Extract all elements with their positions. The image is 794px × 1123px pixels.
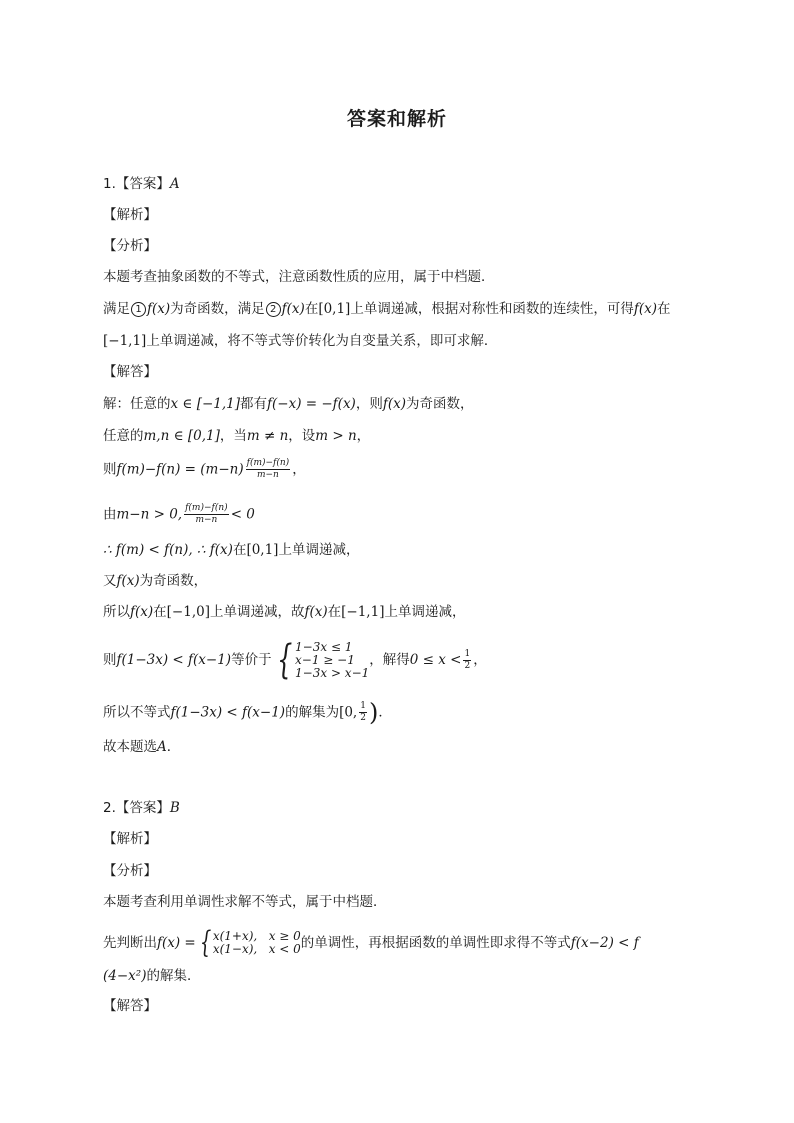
text: 上单调递减，将不等式等价转化为自变量关系，即可求解． bbox=[146, 333, 498, 349]
math: [−1,1] bbox=[103, 333, 147, 349]
math: [0,1] bbox=[246, 542, 279, 558]
q1-solution-step-4 bbox=[103, 503, 255, 526]
q1-answer: A bbox=[169, 176, 180, 192]
math: f(x) bbox=[147, 301, 171, 317]
q2-fenxi-heading: 【分析】 bbox=[103, 863, 157, 879]
piecewise-function bbox=[196, 925, 301, 960]
q1-solution-step-2 bbox=[103, 426, 370, 446]
q1-analysis-line-2 bbox=[103, 331, 497, 351]
q1-conclusion bbox=[103, 737, 180, 757]
q1-solution-step-3 bbox=[103, 458, 306, 481]
text: 在 bbox=[656, 301, 671, 317]
text: 则 bbox=[103, 652, 117, 668]
circled-number-1: 1 bbox=[131, 302, 146, 317]
q2-analysis-line-1 bbox=[103, 925, 639, 960]
fraction bbox=[184, 503, 229, 526]
math: 0 ≤ x < bbox=[409, 652, 462, 668]
math: f(x) bbox=[633, 301, 657, 317]
text: 在 bbox=[304, 301, 319, 317]
q1-analysis-line-1 bbox=[103, 299, 670, 319]
text: 为奇函数， bbox=[405, 396, 474, 412]
piecewise-expression: x(1+x), bbox=[212, 929, 258, 943]
q1-solution-step-5 bbox=[103, 540, 359, 560]
q1-solution-step-7 bbox=[103, 602, 465, 622]
math: m > n bbox=[315, 428, 357, 444]
math: m ≠ n bbox=[246, 428, 289, 444]
q1-solution-step-6 bbox=[103, 571, 207, 591]
math: f(x) bbox=[382, 396, 406, 412]
text: 的解集． bbox=[146, 968, 201, 984]
piecewise-row bbox=[213, 943, 301, 956]
q2-jieda-heading: 【解答】 bbox=[103, 998, 157, 1014]
fraction-denominator: m−n bbox=[256, 470, 279, 480]
piecewise-condition: x ≥ 0 bbox=[268, 929, 301, 943]
q2-number: 2. bbox=[103, 800, 116, 816]
text: 上单调递减，故 bbox=[209, 604, 305, 620]
text: 由 bbox=[103, 506, 117, 523]
piecewise-expression: x(1−x), bbox=[212, 942, 258, 956]
text: 则 bbox=[103, 461, 117, 478]
math: f(−x) = −f(x) bbox=[267, 396, 356, 412]
q2-answer: B bbox=[169, 800, 180, 816]
math: [−1,0] bbox=[166, 604, 210, 620]
q1-intro: 本题考查抽象函数的不等式，注意函数性质的应用，属于中档题． bbox=[103, 269, 495, 285]
text: ，解得 bbox=[369, 652, 410, 668]
fraction-denominator: 2 bbox=[464, 660, 471, 671]
text: 在 bbox=[153, 604, 167, 620]
q2-jiexi-heading: 【解析】 bbox=[103, 831, 157, 847]
text: 又 bbox=[103, 573, 117, 589]
q1-solution-step-8 bbox=[103, 637, 487, 683]
text: 解：任意的 bbox=[103, 396, 171, 412]
page-title: 答案和解析 bbox=[346, 108, 447, 130]
text: ，则 bbox=[355, 396, 383, 412]
math: f(x) = bbox=[157, 935, 196, 951]
math: [−1,1] bbox=[341, 604, 385, 620]
math: f(x) bbox=[130, 604, 154, 620]
q1-solution-step-9 bbox=[103, 698, 392, 727]
fraction bbox=[463, 649, 471, 672]
text: 都有 bbox=[240, 396, 268, 412]
q1-answer-line bbox=[103, 174, 180, 194]
left-brace: { bbox=[199, 925, 212, 960]
text: 在 bbox=[232, 542, 247, 558]
left-brace: { bbox=[276, 637, 292, 683]
text: 故本题选 bbox=[103, 739, 157, 755]
fraction-numerator: 1 bbox=[464, 648, 471, 659]
text: ， bbox=[292, 461, 306, 478]
q1-solution-step-1 bbox=[103, 394, 473, 414]
text: 上单调递减， bbox=[278, 542, 360, 558]
q2-answer-label: 【答案】 bbox=[115, 800, 170, 816]
text: 任意的 bbox=[103, 428, 144, 444]
math: f(x) bbox=[281, 301, 305, 317]
math: f(m)−f(n) = (m−n) bbox=[116, 461, 244, 478]
text: 所以不等式 bbox=[103, 704, 171, 721]
text: ， bbox=[473, 652, 487, 668]
math: [0,1] bbox=[318, 301, 351, 317]
q1-jiexi-heading: 【解析】 bbox=[103, 207, 157, 223]
text: 上单调递减， bbox=[384, 604, 466, 620]
fraction bbox=[246, 458, 291, 481]
math: m,n ∈ [0,1] bbox=[143, 428, 220, 444]
fraction-denominator: 2 bbox=[360, 713, 366, 723]
q1-number: 1. bbox=[103, 176, 116, 192]
text: 为奇函数， bbox=[139, 573, 208, 589]
text: ，当 bbox=[219, 428, 247, 444]
interval-end: ) bbox=[368, 698, 379, 727]
text: ， bbox=[356, 428, 371, 444]
system-row: 1−3x ≤ 1 bbox=[295, 639, 353, 654]
math: f(x) bbox=[116, 573, 140, 589]
math: ∴ f(m) < f(n), ∴ f(x) bbox=[103, 542, 233, 558]
q1-fenxi-heading: 【分析】 bbox=[103, 238, 157, 254]
system-rows bbox=[295, 640, 369, 680]
text: 在 bbox=[327, 604, 342, 620]
piecewise-rows bbox=[213, 928, 301, 958]
math: f(x−2) < f bbox=[570, 935, 639, 951]
inequality-system bbox=[272, 637, 370, 683]
system-row: 1−3x > x−1 bbox=[295, 665, 370, 680]
math: x ∈ [−1,1] bbox=[170, 396, 241, 412]
q2-answer-line bbox=[103, 798, 180, 818]
fraction-numerator: 1 bbox=[360, 701, 366, 711]
math: < 0 bbox=[230, 506, 255, 523]
math: f(1−3x) < f(x−1) bbox=[170, 704, 286, 721]
q2-intro: 本题考查利用单调性求解不等式，属于中档题． bbox=[103, 894, 387, 910]
interval-start: [0, bbox=[339, 704, 358, 721]
text: 为奇函数，满足 bbox=[170, 301, 265, 317]
text: 所以 bbox=[103, 604, 130, 620]
q1-jieda-heading: 【解答】 bbox=[103, 364, 157, 380]
circled-number-2: 2 bbox=[266, 302, 281, 317]
fraction-numerator: f(m)−f(n) bbox=[185, 503, 228, 513]
text: ． bbox=[378, 704, 392, 721]
piecewise-condition: x < 0 bbox=[268, 942, 301, 956]
text: 满足 bbox=[103, 301, 130, 317]
fraction-denominator: m−n bbox=[195, 515, 218, 525]
text: ，设 bbox=[288, 428, 316, 444]
system-row: x−1 ≥ −1 bbox=[295, 652, 355, 667]
text: ． bbox=[166, 739, 181, 755]
text: 等价于 bbox=[231, 652, 272, 668]
math: f(x) bbox=[304, 604, 328, 620]
q2-analysis-line-2 bbox=[103, 966, 200, 986]
math: m−n > 0, bbox=[116, 506, 183, 523]
text: 先判断出 bbox=[103, 935, 157, 951]
text: 的解集为 bbox=[285, 704, 340, 721]
math: A bbox=[157, 739, 167, 755]
fraction-numerator: f(m)−f(n) bbox=[246, 458, 290, 468]
fraction bbox=[359, 701, 367, 724]
math: f(1−3x) < f(x−1) bbox=[116, 652, 232, 668]
text: 的单调性，再根据函数的单调性即求得不等式 bbox=[300, 935, 571, 951]
q1-answer-label: 【答案】 bbox=[115, 176, 170, 192]
text: 上单调递减，根据对称性和函数的连续性，可得 bbox=[350, 301, 634, 317]
math: (4−x²) bbox=[103, 968, 147, 984]
